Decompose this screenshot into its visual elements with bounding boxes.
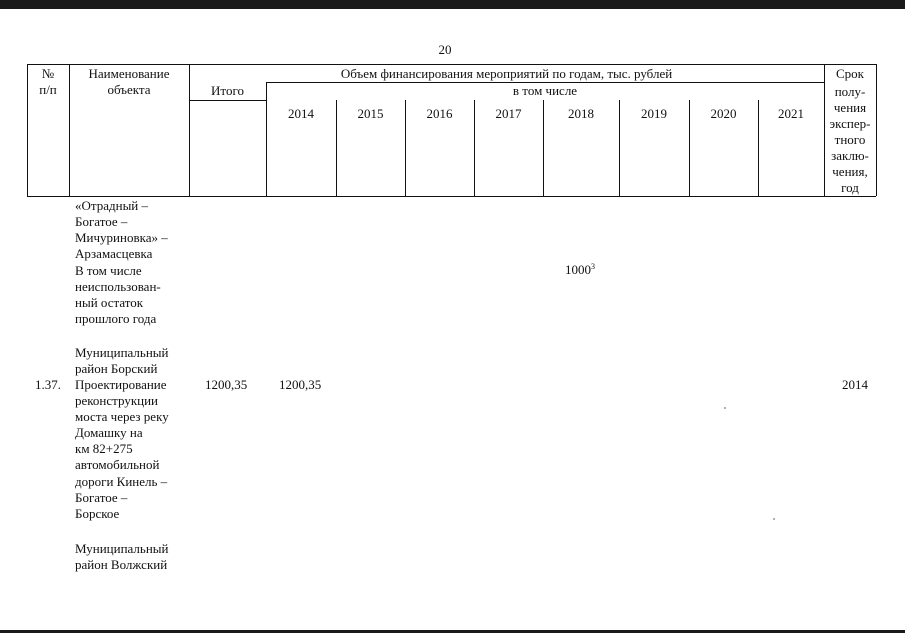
header-year-2021: 2021 xyxy=(778,106,804,121)
header-total-label: Итого xyxy=(211,83,244,98)
header-year-2017: 2017 xyxy=(495,106,522,121)
header-year-2016: 2016 xyxy=(426,106,453,121)
scan-speck xyxy=(773,518,775,520)
header-year-2019: 2019 xyxy=(641,106,667,121)
scan-speck xyxy=(724,407,726,409)
header-year-2020: 2020 xyxy=(710,106,737,121)
header-funding-title: Объем финансирования мероприятий по годам, тыс. рублей xyxy=(340,66,673,81)
header-year-2015: 2015 xyxy=(357,106,384,121)
header-num-label: № xyxy=(41,66,55,81)
scan-border-bottom xyxy=(0,630,905,633)
row-137-total: 1200,35 xyxy=(205,377,248,392)
footnote-mark: 3 xyxy=(591,262,595,271)
page-number: 20 xyxy=(438,42,452,57)
continuation-value-2018: 1000$^3$ xyxy=(565,262,595,277)
row-137-deadline: 2014 xyxy=(842,377,868,392)
row-137-value-2014: 1200,35 xyxy=(279,377,322,392)
header-year-2018: 2018 xyxy=(568,106,594,121)
header-num-sub: п/п xyxy=(39,82,57,97)
scan-border-top xyxy=(0,0,905,9)
row-137-number: 1.37. xyxy=(35,377,61,392)
header-name-label: Наименование xyxy=(88,66,170,81)
header-name-label-2: объекта xyxy=(107,82,151,97)
header-year-2014: 2014 xyxy=(288,106,314,121)
header-including-label: в том числе xyxy=(512,83,578,98)
